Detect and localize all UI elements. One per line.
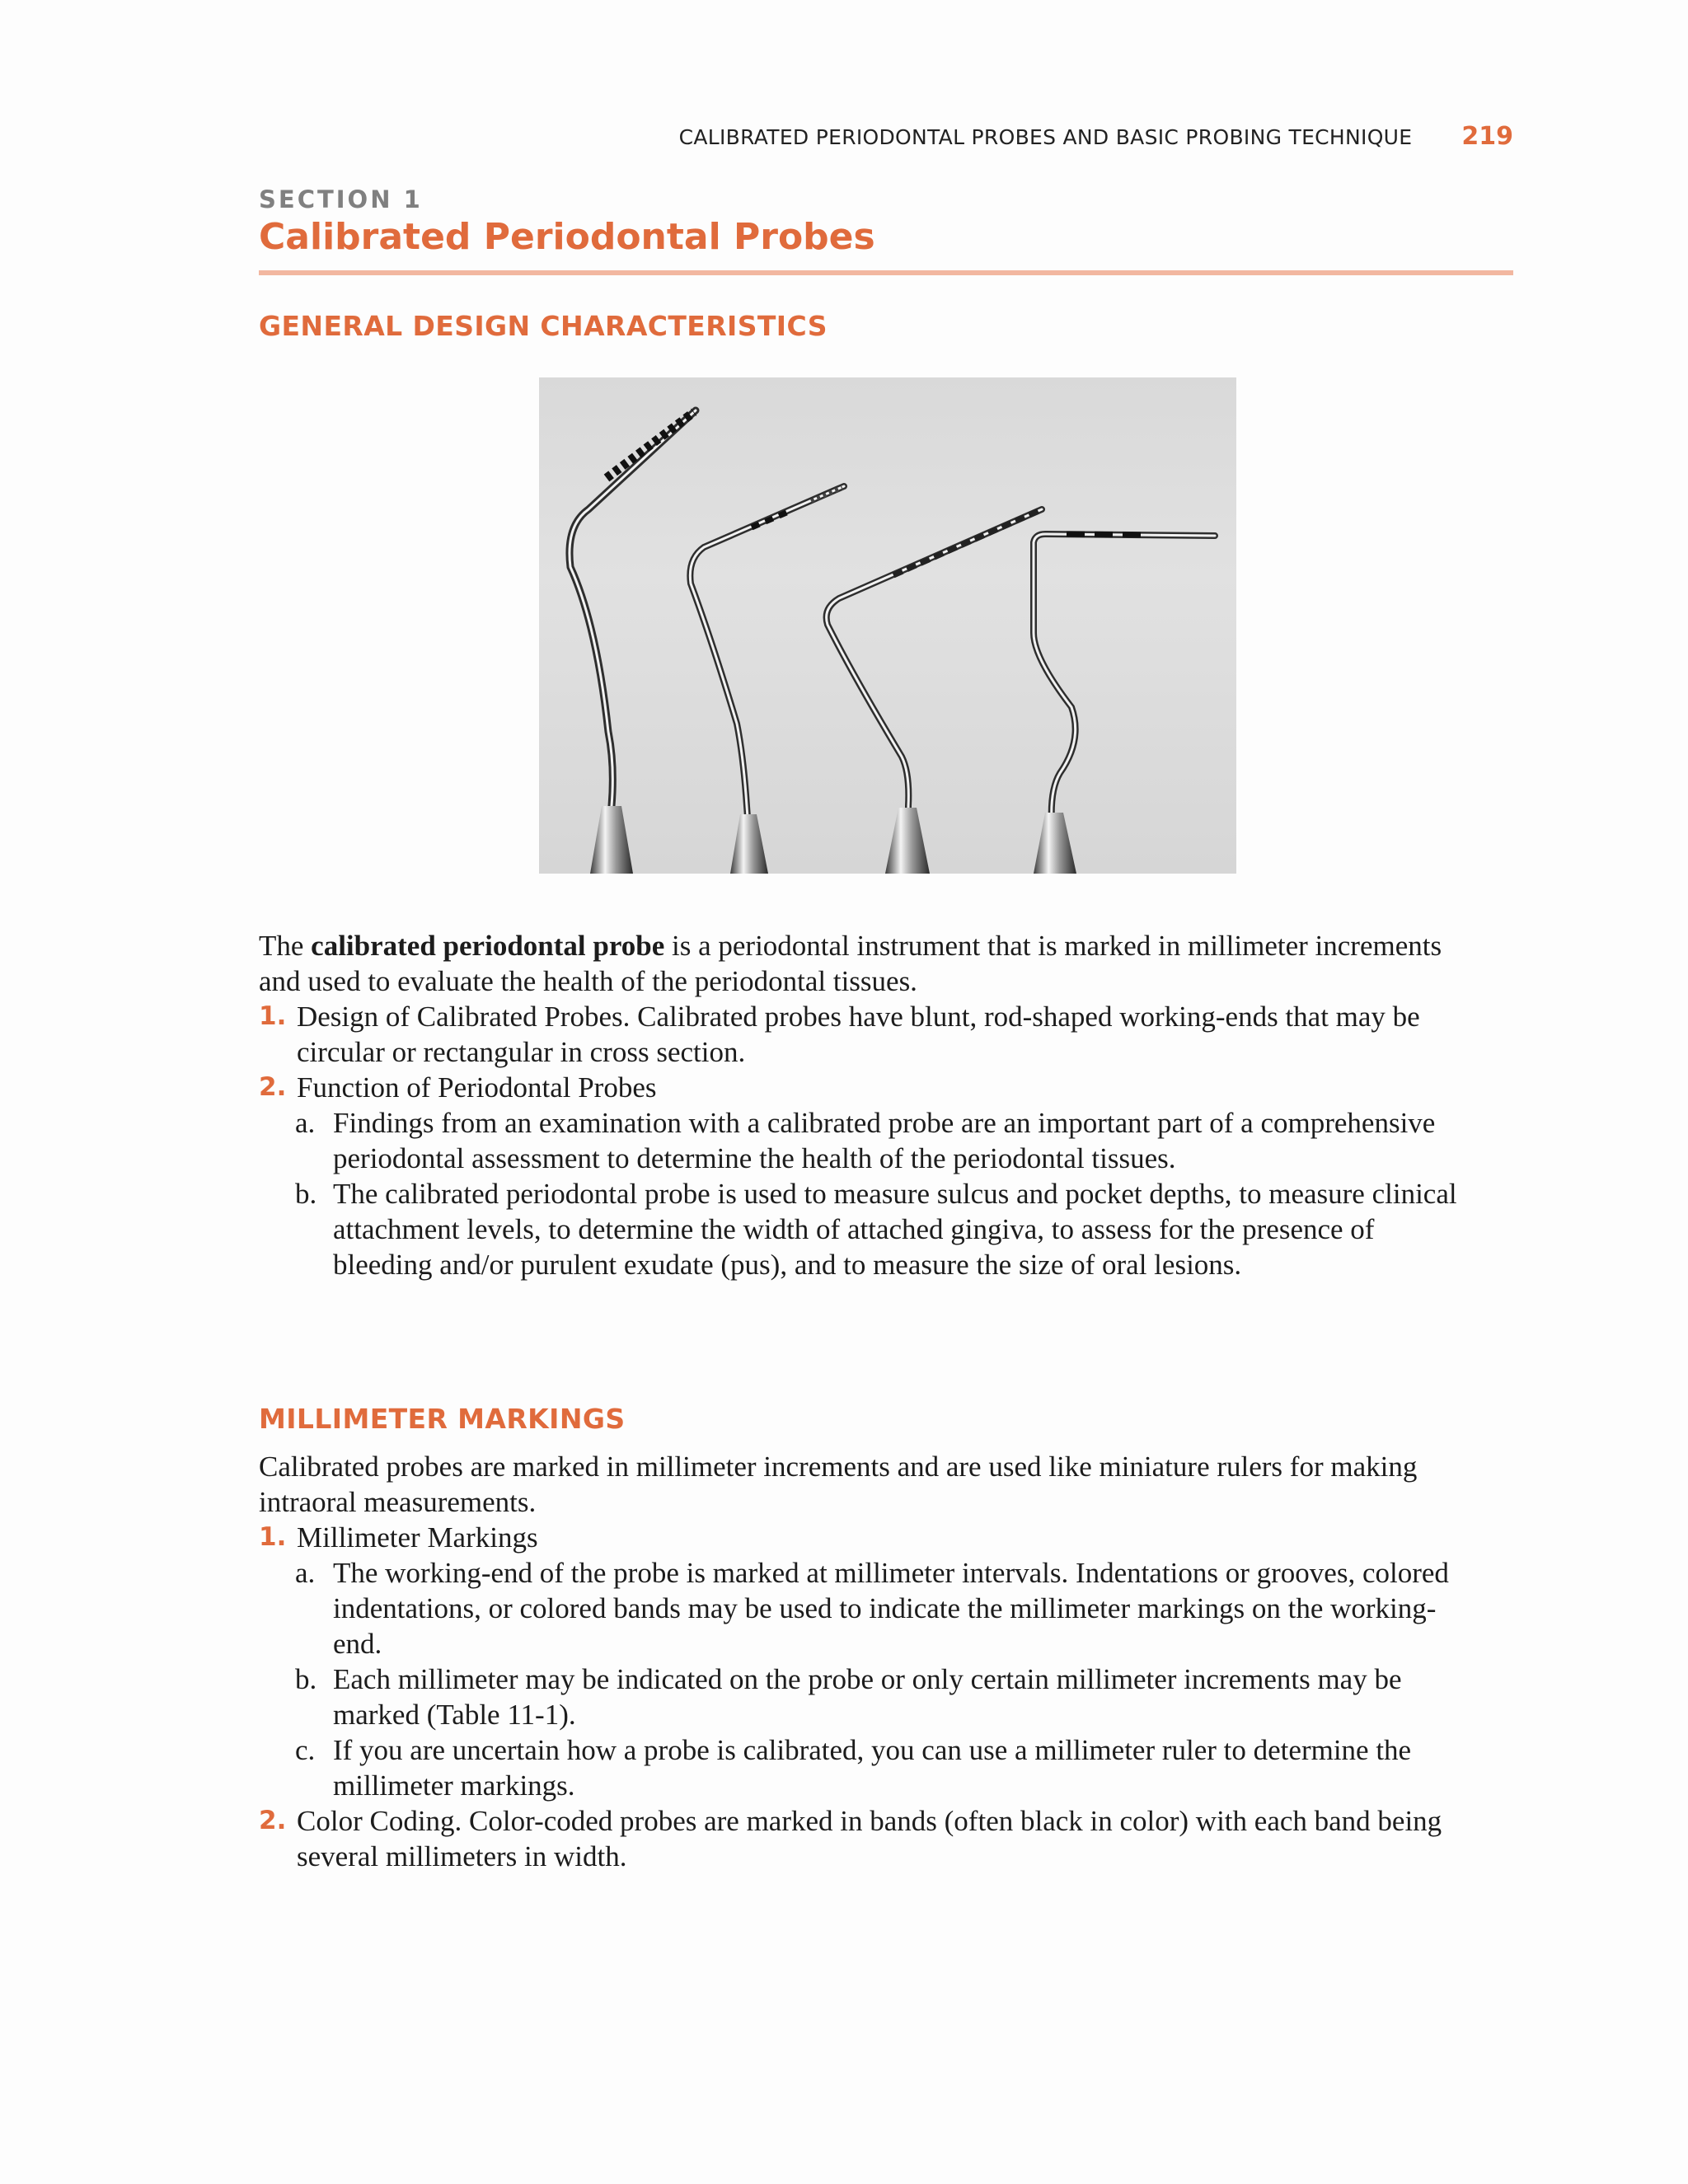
key-term: calibrated periodontal probe <box>311 930 665 962</box>
section-divider <box>259 270 1513 275</box>
sub-item-letter: b. <box>295 1178 317 1210</box>
sub-item <box>295 1105 1462 1176</box>
probe-4 <box>1034 534 1215 874</box>
item-text: Design of Calibrated Probes. Calibrated probes have blunt, rod-shaped working-ends that may be circular or rectangular in cross section. <box>297 1001 1420 1068</box>
probe-1 <box>570 410 696 874</box>
sub-item-letter: c. <box>295 1734 316 1766</box>
list-item <box>259 1070 1462 1105</box>
general-design-body <box>259 928 1462 1282</box>
section-label: SECTION 1 <box>259 185 423 213</box>
sub-item <box>295 1176 1462 1282</box>
sub-item-text: The calibrated periodontal probe is used to measure sulcus and pocket depths, to measure clinical attachment levels, to determine the width of attached gingiva, to assess for the presence of bleeding and/or purulent exudate (pus), and to measure the size of oral lesions. <box>333 1178 1457 1281</box>
mm-intro-paragraph: Calibrated probes are marked in millimeter increments and are used like miniature rulers for making intraoral measurements. <box>259 1451 1418 1518</box>
page-number: 219 <box>1461 122 1513 151</box>
list-item <box>259 999 1462 1070</box>
subheading-millimeter-markings: MILLIMETER MARKINGS <box>259 1403 626 1435</box>
sub-item <box>295 1555 1462 1661</box>
probe-illustration <box>539 377 1236 874</box>
sub-item-letter: a. <box>295 1557 316 1589</box>
item-number: 1. <box>259 1001 287 1031</box>
sub-item-text: The working-end of the probe is marked at millimeter intervals. Indentations or grooves, colored indentations, or colored bands may be used to indicate the millimeter markings on the working-end. <box>333 1557 1449 1660</box>
item-number: 1. <box>259 1522 287 1552</box>
intro-prefix: The <box>259 930 312 962</box>
item-number: 2. <box>259 1806 287 1835</box>
sub-item-letter: b. <box>295 1663 317 1695</box>
sub-item-text: If you are uncertain how a probe is calibrated, you can use a millimeter ruler to determine the millimeter markings. <box>333 1734 1412 1802</box>
running-head <box>0 122 1513 151</box>
sub-item <box>295 1732 1462 1803</box>
millimeter-markings-body <box>259 1449 1462 1874</box>
list-item <box>259 1520 1462 1555</box>
item-text: Function of Periodontal Probes <box>297 1071 657 1104</box>
sub-item-text: Findings from an examination with a calibrated probe are an important part of a comprehensive periodontal assessment to determine the health of the periodontal tissues. <box>333 1107 1436 1174</box>
sub-item-text: Each millimeter may be indicated on the probe or only certain millimeter increments may be marked (Table 11-1). <box>333 1663 1402 1731</box>
subheading-general-design: GENERAL DESIGN CHARACTERISTICS <box>259 310 828 342</box>
probe-2 <box>690 486 844 874</box>
intro-paragraph <box>259 928 1462 999</box>
running-title: CALIBRATED PERIODONTAL PROBES AND BASIC PROBING TECHNIQUE <box>678 125 1413 149</box>
sub-item <box>295 1661 1462 1732</box>
sub-item-letter: a. <box>295 1107 316 1139</box>
probe-3 <box>827 509 1042 874</box>
item-number: 2. <box>259 1072 287 1102</box>
item-text: Color Coding. Color-coded probes are marked in bands (often black in color) with each band being several millimeters in width. <box>297 1805 1442 1872</box>
section-title: Calibrated Periodontal Probes <box>259 216 875 258</box>
intro-suffix: is a periodontal instrument that is marked in millimeter increments and used to evaluate the health of the periodontal tissues. <box>259 930 1442 997</box>
list-item <box>259 1803 1462 1874</box>
probe-photograph <box>539 377 1236 874</box>
item-text: Millimeter Markings <box>297 1521 538 1554</box>
